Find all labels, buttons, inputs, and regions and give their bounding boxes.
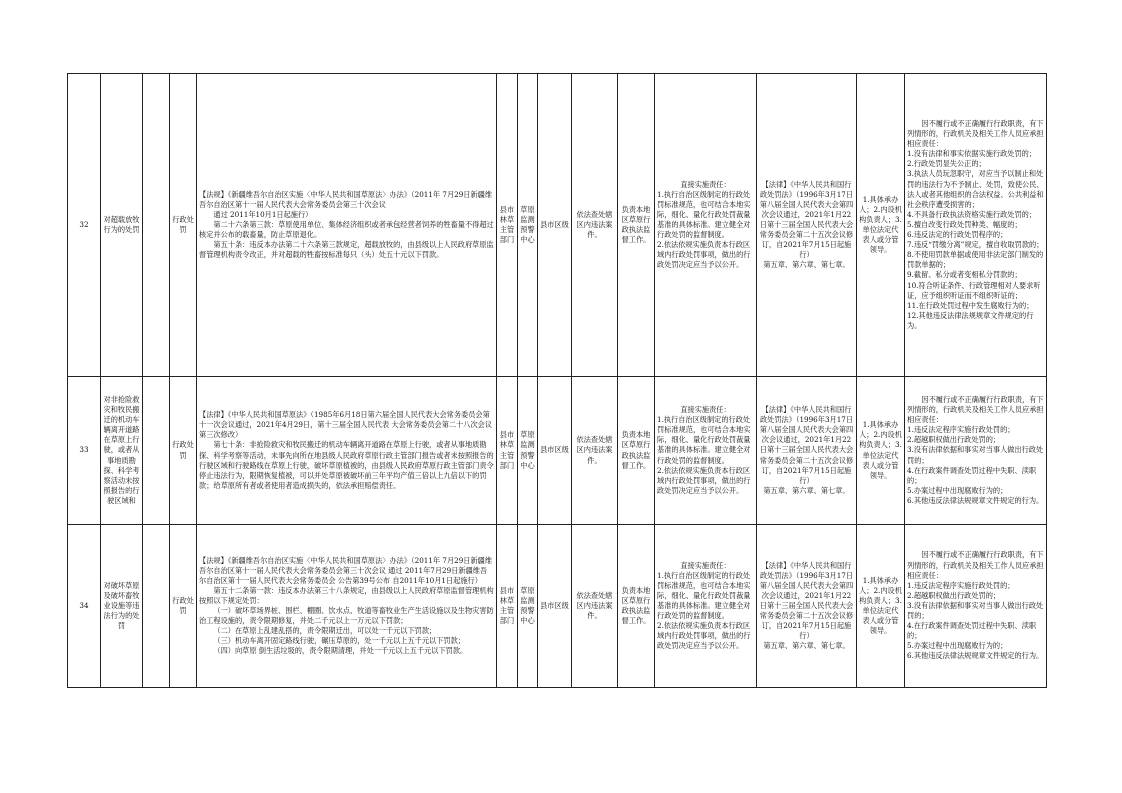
implementation-basis: [197, 525, 497, 688]
liability-items-line: 8.不使用罚款单据或使用非法定部门制发的罚款单据的；: [907, 250, 1044, 270]
liability-items-line: 因不履行或不正确履行行政职责，有下列情形的，行政机关及相关工作人员应承担相应责任：: [907, 119, 1044, 149]
liability-items-line: 2.超越职权做出行政处罚的；: [907, 435, 1001, 445]
sub-item-cell: [143, 377, 170, 525]
implementing-unit: 草原监测预警中心: [518, 525, 538, 688]
law-basis-line: 【法律】《中华人民共和国行政处罚法》（1996年3月17日第八届全国人民代表大会第四次会议通过，2021年1月22日第十三届全国人民代表大会常务委员会第二十五次会议修订，自2021年7月15日起施行）: [759, 405, 854, 485]
item-name: 对非抢险救灾和牧民搬迁的机动车辆离开道路在草原上行驶，或者从事地质勘探、科学考察活动未按照报告的行驶区域和: [101, 377, 143, 525]
liability-items-line: 5.办案过程中出现腐败行为的；: [907, 485, 1008, 495]
responsible-dept: 县市林草主管部门: [497, 74, 518, 377]
law-basis-line: 第五章、第六章、第七章。: [763, 485, 850, 495]
implementation-level: 县市区级: [538, 74, 572, 377]
law-basis-line: 第五章、第六章、第七章。: [763, 260, 850, 270]
law-basis-line: 【法律】《中华人民共和国行政处罚法》（1996年3月17日第八届全国人民代表大会第四次会议通过，2021年1月22日第十三届全国人民代表大会常务委员会第二十五次会议修订，自2021年7月15日起施行）: [759, 179, 854, 260]
liability-items-line: 5.办案过程中出现腐败行为的；: [907, 641, 1008, 651]
liability-items: [905, 525, 1047, 688]
law-basis-line: 第五章、第六章、第七章。: [763, 641, 850, 651]
implementing-unit: 草原监测预警中心: [518, 377, 538, 525]
implementation-basis-line: （一）破坏草场界桩、围栏、棚圈、饮水点、牧道等畜牧业生产生活设施以及生物灾害防治工程设施的，责令限期修复，并处二千元以上一万元以下罚款；: [199, 606, 494, 626]
responsible-dept: 县市林草主管部门: [497, 377, 518, 525]
implementation-basis-line: （四）向草原 倒生活垃圾的，责令限期清理，并处一千元以上五千元以下罚款。: [213, 646, 468, 656]
division-of-duty: 依法查处辖区内违法案件。: [572, 525, 618, 688]
liability-items-line: 12.其他违反法律法规规章文件规定的行为。: [907, 310, 1034, 330]
liability-items-line: 3.执法人员玩忽职守，对应当予以制止和处罚的违法行为不予制止、处罚，致使公民、法人或者其他组织的合法权益、公共利益和社会秩序遭受损害的；: [907, 169, 1044, 209]
duty-items: [655, 377, 757, 525]
implementation-basis-line: 第二十六条第三款：草原使用单位、集体经济组织或者承包经营者饲养的牲畜量不得超过核定并公布的载畜量，防止草原退化。: [199, 219, 494, 240]
liability-items-line: 1.违反法定程序实施行政处罚的；: [907, 580, 1015, 590]
item-type: 行政处罚: [170, 525, 197, 688]
duty-items-line: 直接实施责任：: [680, 179, 731, 189]
duty-items-line: 2.依法依规实施负责本行政区域内行政处罚事项，做出的行政处罚决定应当予以公开。: [657, 621, 751, 651]
duty-items-line: 1.执行自治区级制定的行政处罚标准规范，也可结合本地实际，细化、量化行政处罚裁量基准的具体标准。建立健全对行政处罚的监督制度。: [657, 189, 751, 240]
liability-items-line: 2.行政处罚显失公正的；: [907, 159, 986, 169]
table-row: [68, 525, 1047, 688]
law-basis: [757, 525, 857, 688]
liability-items-line: 6.违反法定的行政处罚程序的；: [907, 230, 1008, 240]
item-type: 行政处罚: [170, 377, 197, 525]
liability-items-line: 2.超越职权做出行政处罚的；: [907, 590, 1001, 600]
implementation-basis-line: （二）在草原上乱建乱搭的，责令限期迁出，可以处一千元以下罚款；: [213, 626, 437, 636]
liability-items-line: 因不履行或不正确履行行政职责，有下列情形的，行政机关及相关工作人员应承担相应责任：: [907, 394, 1044, 425]
implementation-basis-line: 【法规】《新疆维吾尔自治区实施〈中华人民共和国草原法〉办法》（2011年 7月29日新疆维吾尔自治区第十一届人民代表大会常务委员会第三十次会议 通过 2011年7月29日新疆维吾尔自治区第十一届人民代表大会常务委员会 公告第39号公布 自2011年10月1日起施行）: [199, 555, 493, 585]
liability-items-line: 4.在行政案件调查处罚过程中失职、渎职的；: [907, 621, 1037, 641]
item-type: 行政处罚: [170, 74, 197, 377]
item-number: 32: [68, 74, 101, 377]
responsible-subject: 1.具体承办人；2.内设机构负责人；3.单位法定代表人或分管领导。: [857, 525, 905, 688]
implementation-basis-line: 第五十二条第一款：违反本办法第三十八条规定，由县级以上人民政府草原监督管理机构按照以下规定处罚：: [199, 585, 494, 605]
table-row: [68, 74, 1047, 377]
implementation-basis-line: 【法规】《新疆维吾尔自治区实施〈中华人民共和国草原法〉办法》（2011年 7月29日新疆维吾尔自治区第十一届人民代表大会常务委员会第三十次会议: [199, 189, 493, 209]
responsible-subject: 1.具体承办人；2.内设机构负责人；3.单位法定代表人或分管领导。: [857, 74, 905, 377]
implementation-level: 县市区级: [538, 377, 572, 525]
dept-duty: 负责本地区草原行政执法监督工作。: [618, 74, 655, 377]
liability-items-line: 4.不具备行政执法资格实施行政处罚的；: [907, 209, 1037, 219]
item-number: 34: [68, 525, 101, 688]
liability-items-line: 3.没有法律依据和事实对当事人做出行政处罚的；: [907, 600, 1044, 621]
duty-items: [655, 525, 757, 688]
implementation-basis: [197, 74, 497, 377]
liability-items-line: 3.没有法律依据和事实对当事人做出行政处罚的；: [907, 445, 1044, 465]
division-of-duty: 依法查处辖区内违法案件。: [572, 377, 618, 525]
responsible-subject: 1.具体承办人；2.内设机构负责人；3.单位法定代表人或分管领导。: [857, 377, 905, 525]
duty-items-line: 直接实施责任：: [680, 405, 731, 415]
liability-items-line: 7.违反“罚缴分离”规定，擅自收取罚款的；: [907, 240, 1044, 250]
implementation-level: 县市区级: [538, 525, 572, 688]
implementing-unit: 草原监测预警中心: [518, 74, 538, 377]
liability-items: [905, 74, 1047, 377]
responsible-dept: 县市林草主管部门: [497, 525, 518, 688]
implementation-basis-line: 第五十条：违反本办法第二十六条第三款规定，超载放牧的，由县级以上人民政府草原监督管理机构责令改正，并对超载的牲畜按标准每只（头）处五十元以下罚款。: [199, 240, 494, 260]
liability-items-line: 因不履行或不正确履行行政职责，有下列情形的，行政机关及相关工作人员应承担相应责任：: [907, 550, 1044, 580]
implementation-basis-line: （三）机动车离开固定路线行驶，碾压草原的，处一千元以上五千元以下罚款；: [213, 636, 465, 646]
dept-duty: 负责本地区草原行政执法监督工作。: [618, 377, 655, 525]
implementation-basis: [197, 377, 497, 525]
law-basis: [757, 74, 857, 377]
sub-item-cell: [143, 525, 170, 688]
law-basis-line: 【法律】《中华人民共和国行政处罚法》（1996年3月17日第八届全国人民代表大会第四次会议通过，2021年1月22日第十三届全国人民代表大会常务委员会第二十五次会议修订，自2021年7月15日起施行）: [759, 560, 854, 641]
duty-list-table: [67, 73, 1047, 688]
liability-items: [905, 377, 1047, 525]
sub-item-cell: [143, 74, 170, 377]
item-name: 对破坏草原及破坏畜牧业设施等违法行为的处罚: [101, 525, 143, 688]
implementation-basis-line: 第七十条：非抢险救灾和牧民搬迁的机动车辆离开道路在草原上行驶，或者从事地质勘探、科学考察等活动，未事先向所在地县级人民政府草原行政主管部门报告或者未按照报告的行驶区域和行驶路线在草原上行驶，破坏草原植被的，由县级人民政府草原行政主管部门责令停止违法行为，限期恢复植被，可以并处草原被破坏前三年平均产值三倍以上九倍以下的罚款；给草原所有者或者使用者造成损失的，依法承担赔偿责任。: [199, 440, 494, 490]
dept-duty: 负责本地区草原行政执法监督工作。: [618, 525, 655, 688]
duty-items: [655, 74, 757, 377]
duty-items-line: 2.依法依规实施负责本行政区域内行政处罚事项，做出的行政处罚决定应当予以公开。: [657, 465, 751, 495]
division-of-duty: 依法查处辖区内违法案件。: [572, 74, 618, 377]
liability-items-line: 4.在行政案件调查处罚过程中失职、渎职的；: [907, 465, 1037, 485]
implementation-basis-line: 通过 2011年10月1日起施行）: [213, 209, 313, 219]
item-number: 33: [68, 377, 101, 525]
liability-items-line: 6.其他违反法律法规规章文件规定的行为。: [907, 651, 1044, 661]
duty-items-line: 1.执行自治区级制定的行政处罚标准规范，也可结合本地实际，细化、量化行政处罚裁量基准的具体标准。建立健全对行政处罚的监督制度。: [657, 570, 751, 621]
liability-items-line: 11.在行政处罚过程中发生腐败行为的；: [907, 300, 1034, 310]
duty-items-line: 1.执行自治区级制定的行政处罚标准规范，也可结合本地实际，细化、量化行政处罚裁量基准的具体标准。建立健全对行政处罚的监督制度。: [657, 415, 751, 465]
liability-items-line: 1.没有法律和事实依据实施行政处罚的；: [907, 149, 1037, 159]
liability-items-line: 5.擅自改变行政处罚种类、幅度的；: [907, 219, 1022, 229]
liability-items-line: 10.符合听证条件、行政管理相对人要求听证，应予组织听证而不组织听证的；: [907, 280, 1041, 300]
liability-items-line: 6.其他违反法律法规规章文件规定的行为。: [907, 495, 1044, 505]
table-row: [68, 377, 1047, 525]
implementation-basis-line: 【法律】《中华人民共和国草原法》（1985年6月18日第六届全国人民代表大会常务委员会第十一次会议通过，2021年4月29日，第十三届全国人民代表 大会常务委员会第二十八次会议第三次修改）: [199, 410, 493, 440]
item-name: 对超载放牧行为的处罚: [101, 74, 143, 377]
liability-items-line: 9.截留、私分或者变相私分罚款的；: [907, 270, 1022, 280]
duty-items-line: 直接实施责任：: [680, 560, 731, 570]
law-basis: [757, 377, 857, 525]
liability-items-line: 1.违反法定程序实施行政处罚的；: [907, 425, 1015, 435]
duty-items-line: 2.依法依规实施负责本行政区域内行政处罚事项，做出的行政处罚决定应当予以公开。: [657, 240, 751, 270]
